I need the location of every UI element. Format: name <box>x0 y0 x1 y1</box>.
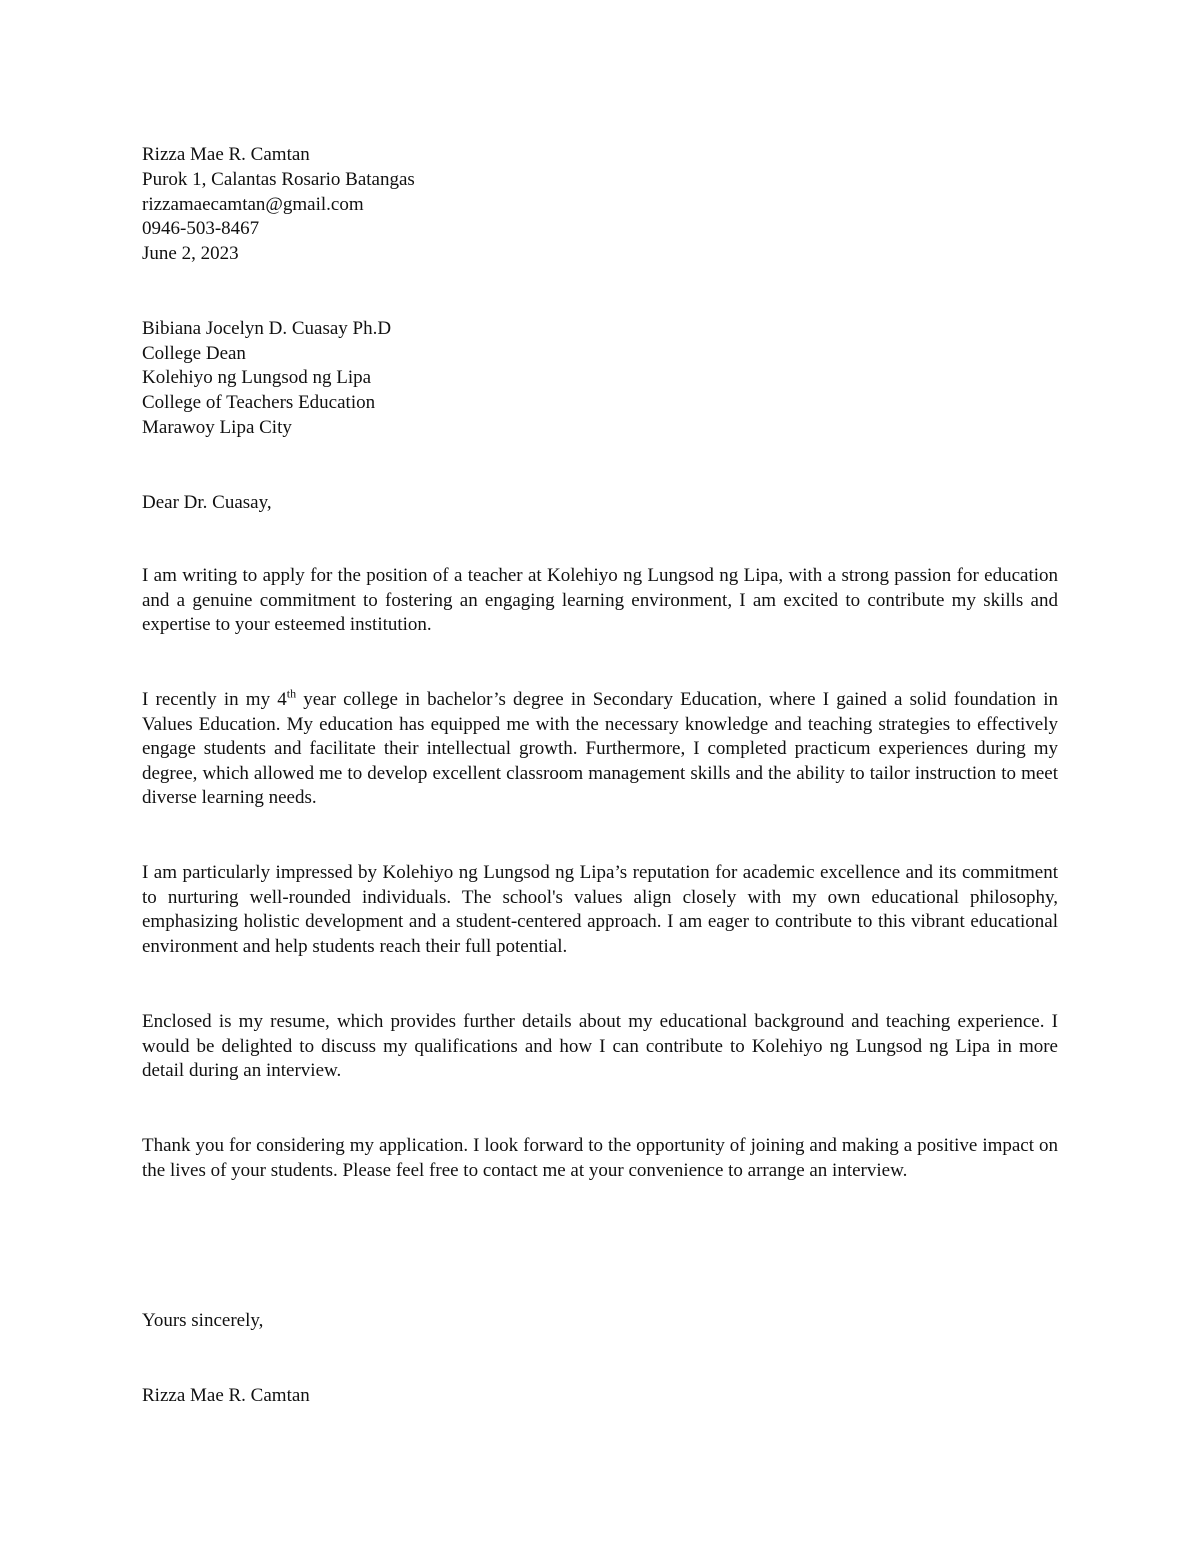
ordinal-suffix: th <box>286 686 297 701</box>
recipient-city: Marawoy Lipa City <box>142 417 292 438</box>
recipient-institution: Kolehiyo ng Lungsod ng Lipa <box>142 367 372 388</box>
body-paragraph-2-rest: year college in bachelor’s degree in Secondary Education, where I gained a solid foundation in Values Education. My education has equipped me with the necessary knowledge and teaching strategies to effectively engage students and facilitate their intellectual growth. Furthermore, I completed practicum experiences during my degree, which allowed me to develop excellent classroom management skills and the ability to tailor instruction to meet diverse learning needs. <box>142 689 1058 809</box>
body-paragraph-4: Enclosed is my resume, which provides further details about my educational background and teaching experience. I would be delighted to discuss my qualifications and how I can contribute to Kolehiyo ng Lungsod ng Lipa in more detail during an interview. <box>142 1011 1058 1082</box>
signature-name: Rizza Mae R. Camtan <box>142 1385 310 1406</box>
sender-address: Purok 1, Calantas Rosario Batangas <box>142 169 415 190</box>
salutation: Dear Dr. Cuasay, <box>142 492 272 513</box>
sender-email: rizzamaecamtan@gmail.com <box>142 194 364 215</box>
recipient-name: Bibiana Jocelyn D. Cuasay Ph.D <box>142 318 392 339</box>
recipient-department: College of Teachers Education <box>142 392 376 413</box>
sender-name: Rizza Mae R. Camtan <box>142 144 310 165</box>
recipient-title: College Dean <box>142 343 246 364</box>
sender-phone: 0946-503-8467 <box>142 218 260 239</box>
letter-date: June 2, 2023 <box>142 243 239 264</box>
closing: Yours sincerely, <box>142 1310 264 1331</box>
body-paragraph-3: I am particularly impressed by Kolehiyo ng Lungsod ng Lipa’s reputation for academic excellence and its commitment to nurturing well-rounded individuals. The school's values align closely with my own educational philosophy, emphasizing holistic development and a student-centered approach. I am eager to contribute to this vibrant educational environment and help students reach their full potential. <box>142 862 1058 957</box>
body-paragraph-2-start: I recently in my 4 <box>142 689 287 710</box>
body-paragraph-2 <box>142 688 1058 811</box>
body-paragraph-1: I am writing to apply for the position of a teacher at Kolehiyo ng Lungsod ng Lipa, with a strong passion for education and a genuine commitment to fostering an engaging learning environment, I am excited to contribute my skills and expertise to your esteemed institution. <box>142 565 1058 636</box>
body-paragraph-5: Thank you for considering my application. I look forward to the opportunity of joining and making a positive impact on the lives of your students. Please feel free to contact me at your convenience to arrange an interview. <box>142 1135 1058 1181</box>
